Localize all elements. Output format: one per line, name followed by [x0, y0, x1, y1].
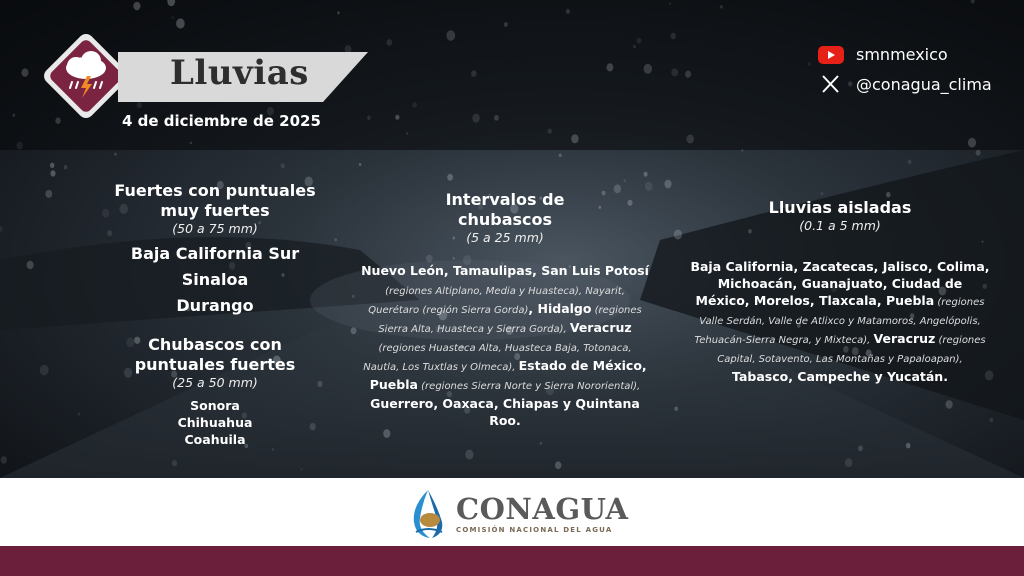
state-name: , Hidalgo	[528, 301, 592, 316]
category-range: (0.1 a 5 mm)	[799, 218, 881, 233]
category-title: muy fuertes	[160, 201, 270, 220]
state-name: Sonora	[190, 398, 240, 413]
region-note: (regiones Valle Serdán, Valle de Atlixco y Matamoros, Angelópolis, Tehuacán-Sierra Negra, y Mixteca),	[694, 297, 985, 346]
region-note: (regiones Altiplano, Media y Huasteca), Nayarit, Querétaro (región Sierra Gorda)	[368, 286, 625, 316]
logo-name: CONAGUA	[456, 492, 629, 526]
region-note: (regiones Huasteca Alta, Huasteca Baja, Totonaca, Nautla, Los Tuxtlas y Olmeca),	[363, 343, 632, 373]
conagua-logo	[408, 488, 629, 540]
region-note: (regiones Sierra Norte y Sierra Nororiental),	[417, 381, 641, 392]
state-name: Chihuahua	[177, 415, 253, 430]
state-name: Sinaloa	[181, 270, 249, 289]
category-title: Fuertes con puntuales	[114, 181, 316, 200]
category-title: Chubascos con	[148, 335, 282, 354]
states-paragraph	[360, 262, 650, 429]
state-name: Durango	[176, 296, 254, 315]
region-note: (regiones Sierra Alta, Huasteca y Sierra Gorda),	[378, 305, 642, 335]
state-name: Baja California, Zacatecas, Jalisco, Colima, Michoacán, Guanajuato, Ciudad de México, Morelos, Tlaxcala, Puebla	[690, 259, 990, 308]
page-title: Lluvias	[170, 53, 309, 93]
x-link[interactable]	[818, 74, 992, 94]
conagua-logo-icon	[408, 488, 448, 540]
category-range: (50 a 75 mm)	[172, 221, 258, 236]
column-isolated-rain	[690, 198, 990, 385]
x-icon	[818, 74, 844, 94]
youtube-handle: smnmexico	[856, 45, 948, 64]
state-name: Tabasco, Campeche y Yucatán.	[732, 369, 948, 384]
logo-subtitle: COMISIÓN NACIONAL DEL AGUA	[456, 526, 613, 534]
state-name: Nuevo León, Tamaulipas, San Luis Potosí	[361, 263, 649, 278]
category-title: Lluvias aisladas	[768, 198, 912, 217]
column-strong-rain	[100, 181, 330, 448]
category-title: Intervalos de	[445, 190, 565, 209]
youtube-icon	[818, 46, 844, 64]
column-showers	[360, 190, 650, 429]
category-title: chubascos	[457, 210, 553, 229]
state-name: Guerrero, Oaxaca, Chiapas y Quintana Roo.	[370, 396, 640, 428]
state-name: Veracruz	[873, 331, 936, 346]
state-name: Coahuila	[184, 432, 246, 447]
bottom-bar	[0, 546, 1024, 576]
category-range: (5 a 25 mm)	[466, 230, 544, 245]
category-range: (25 a 50 mm)	[172, 375, 258, 390]
youtube-link[interactable]	[818, 45, 948, 64]
state-name: Baja California Sur	[130, 244, 300, 263]
date-label: 4 de diciembre de 2025	[122, 112, 321, 130]
states-paragraph	[690, 258, 990, 385]
region-note: (regiones Capital, Sotavento, Las Montañas y Papaloapan),	[717, 335, 986, 365]
state-name: Veracruz	[569, 320, 632, 335]
x-handle: @conagua_clima	[856, 74, 992, 94]
category-title: puntuales fuertes	[134, 355, 296, 374]
state-name: Estado de México, Puebla	[369, 358, 647, 392]
